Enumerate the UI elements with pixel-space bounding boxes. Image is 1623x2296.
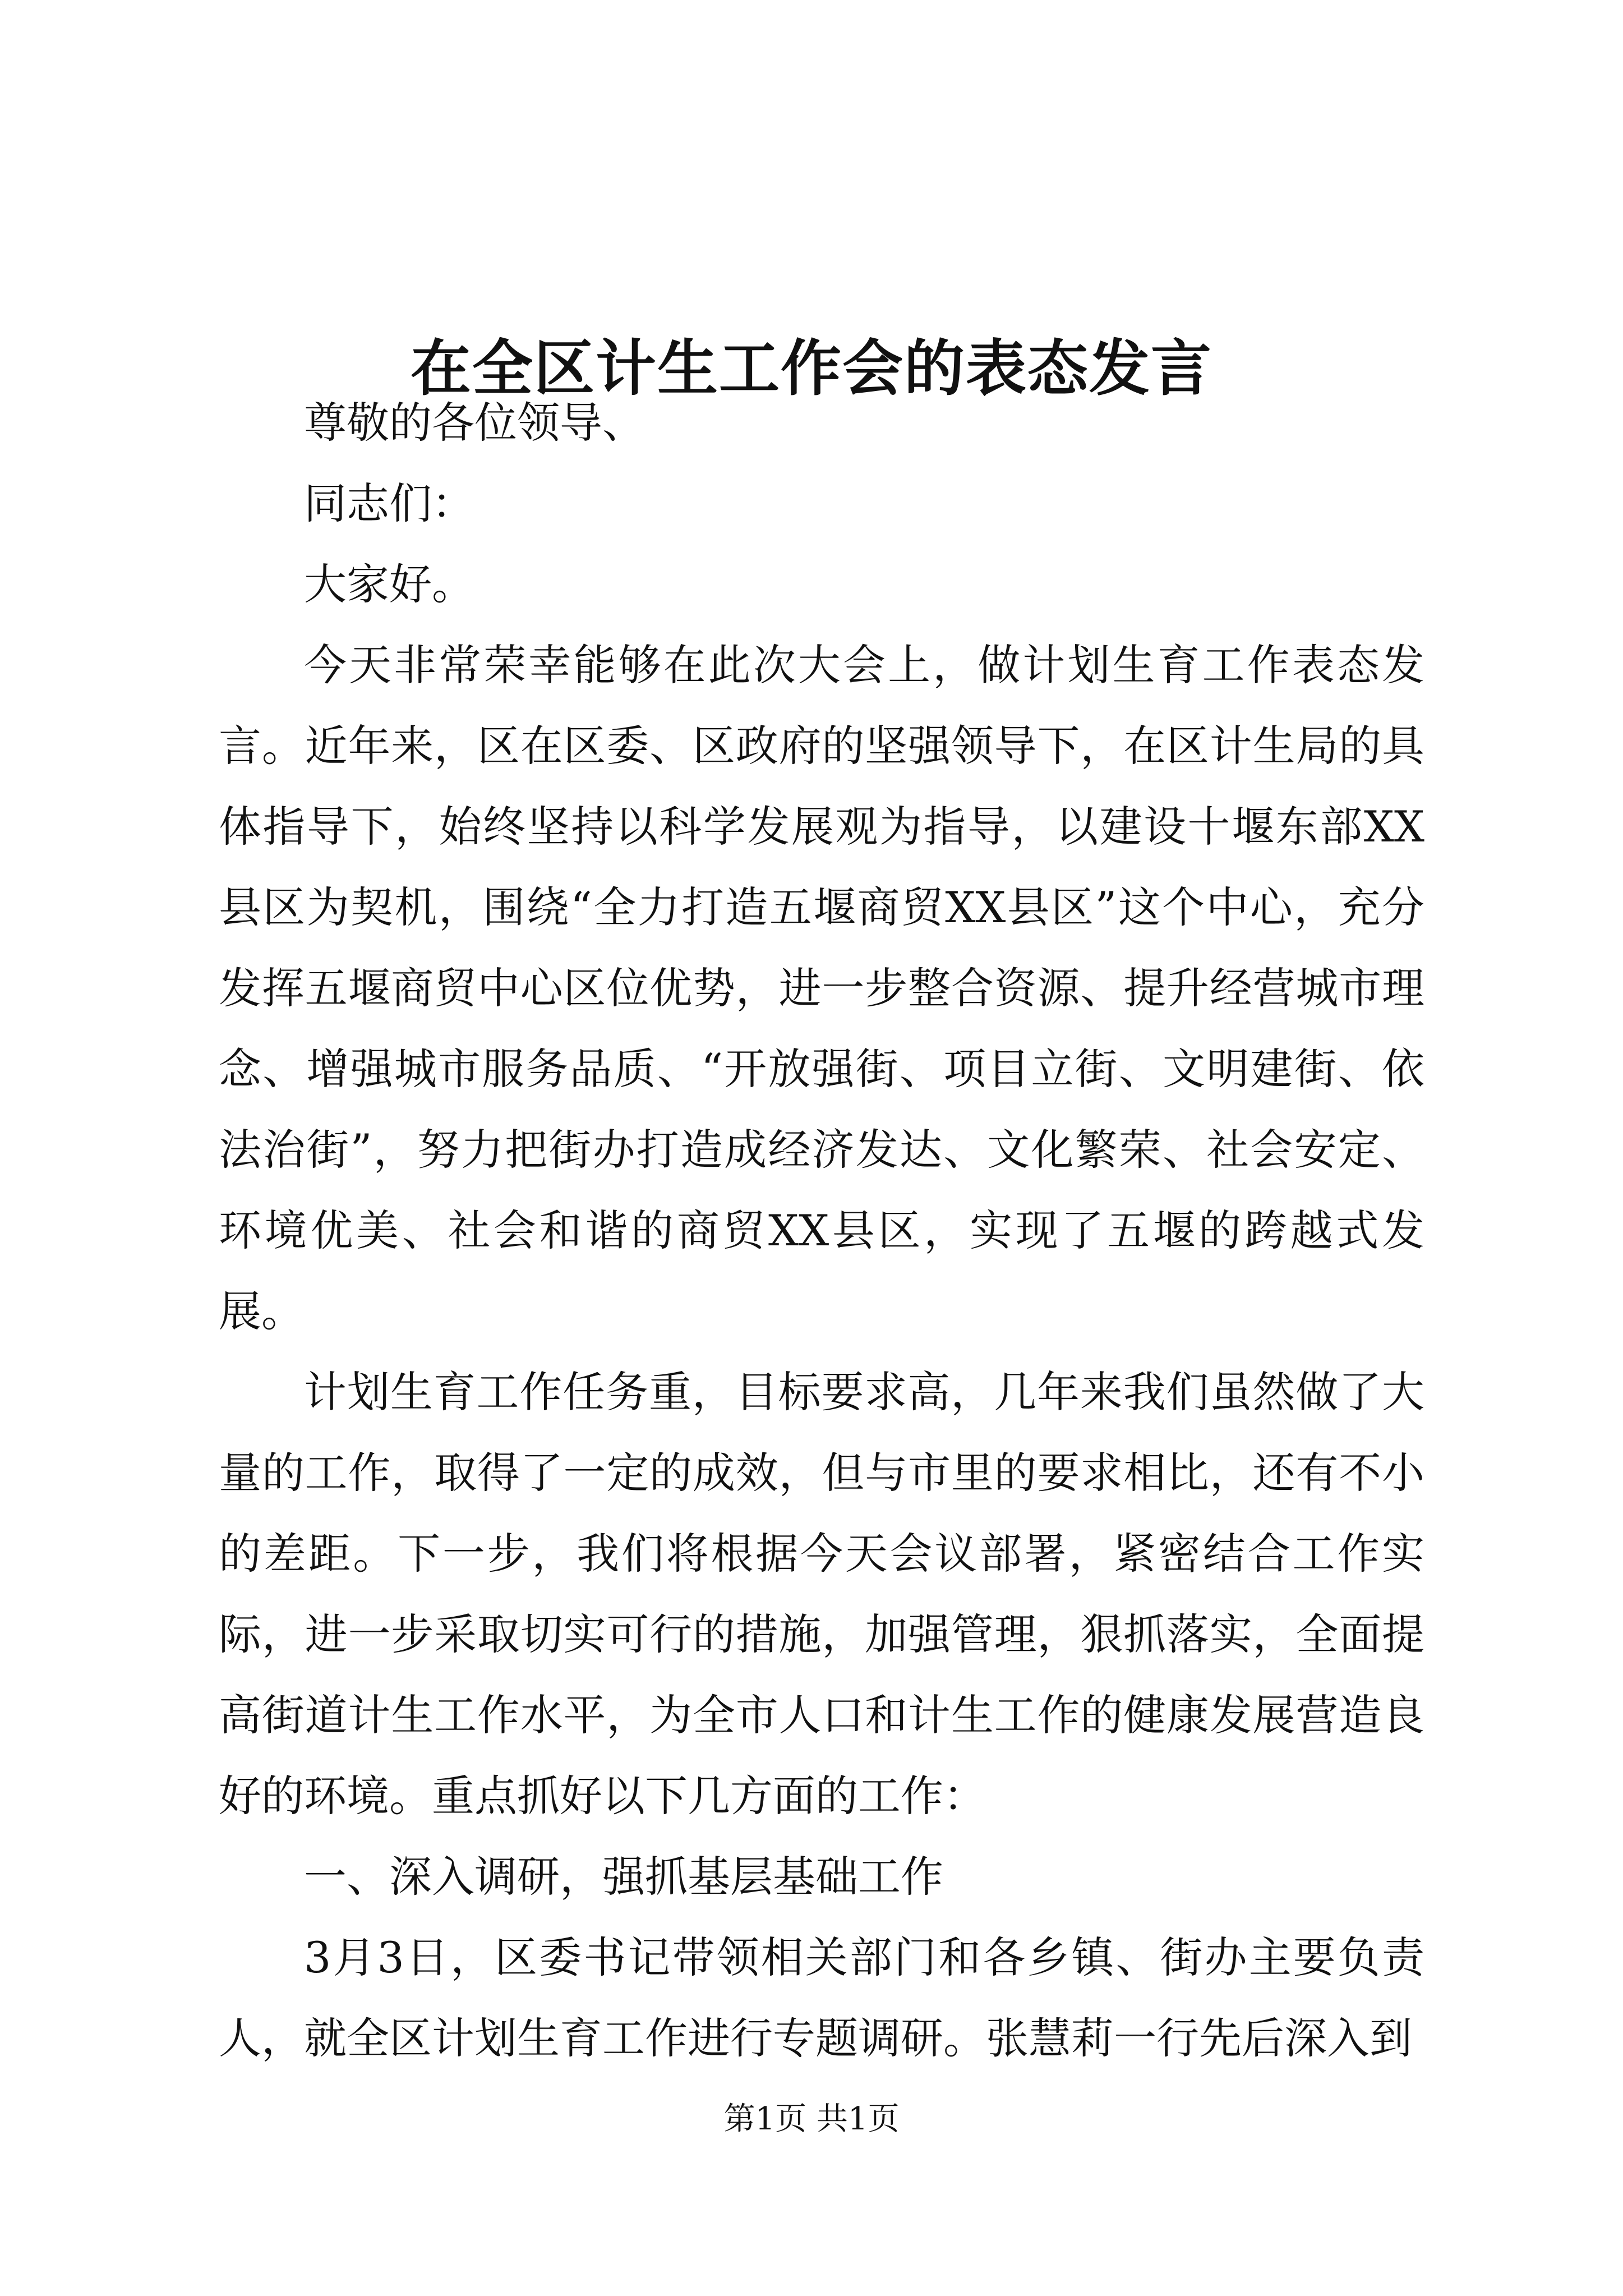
document-body <box>219 383 1424 2079</box>
greeting-paragraph: 大家好。 <box>304 559 474 609</box>
salutation-paragraph: 尊敬的各位领导、 <box>304 398 645 448</box>
salutation-comrades-paragraph: 同志们： <box>304 478 474 528</box>
section-heading: 一、深入调研，强抓基层基础工作 <box>304 1852 943 1902</box>
plan-paragraph: 计划生育工作任务重，目标要求高，几年来我们虽然做了大量的工作，取得了一定的成效，但与市里的要求相比，还有不小的差距。下一步，我们将根据今天会议部署，紧密结合工作实际，进一步采取切实可行的措施，加强管理，狠抓落实，全面提高街道计生工作水平，为全市人口和计生工作的健康发展营造良好的环境。重点抓好以下几方面的工作： <box>219 1367 1424 1821</box>
intro-paragraph: 今天非常荣幸能够在此次大会上，做计划生育工作表态发言。近年来，区在区委、区政府的坚强领导下，在区计生局的具体指导下，始终坚持以科学发展观为指导，以建设十堰东部XX县区为契机，围绕“全力打造五堰商贸XX县区”这个中心，充分发挥五堰商贸中心区位优势，进一步整合资源、提升经营城市理念、增强城市服务品质、“开放强街、项目立街、文明建街、依法治街”，努力把街办打造成经济发达、文化繁荣、社会安定、环境优美、社会和谐的商贸XX县区，实现了五堰的跨越式发展。 <box>219 640 1424 1336</box>
page-footer: 第1页 共1页 <box>723 2101 900 2137</box>
page-title: 在全区计生工作会的表态发言 <box>410 333 1212 404</box>
research-paragraph: 3月3日，区委书记带领相关部门和各乡镇、街办主要负责人，就全区计划生育工作进行专题调研。张慧莉一行先后深入到 <box>219 1932 1424 2063</box>
